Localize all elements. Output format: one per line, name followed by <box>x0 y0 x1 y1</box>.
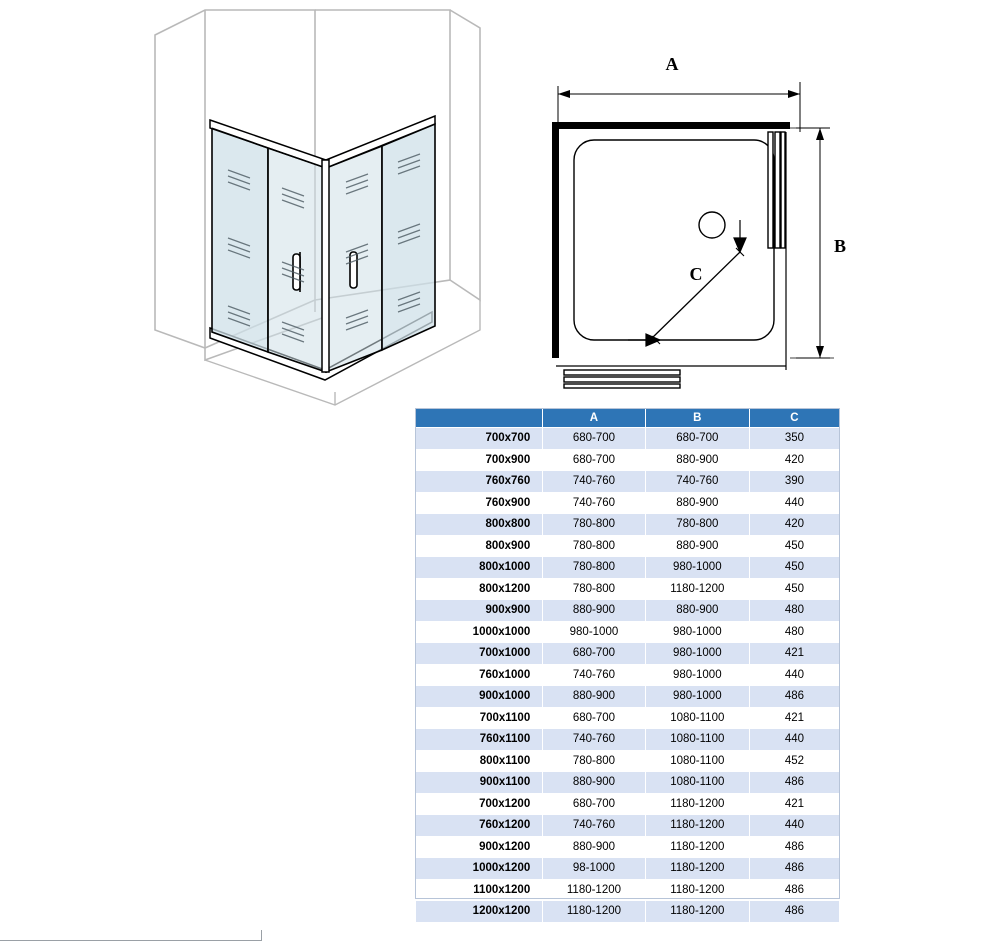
table-cell-size: 900x1200 <box>416 836 543 858</box>
table-cell-value: 1080-1100 <box>645 707 749 729</box>
table-cell-value: 780-800 <box>543 557 645 579</box>
table-cell-value: 880-900 <box>645 535 749 557</box>
table-cell-value: 680-700 <box>645 428 749 450</box>
table-cell-value: 880-900 <box>645 600 749 622</box>
table-cell-value: 1080-1100 <box>645 729 749 751</box>
table-cell-value: 880-900 <box>645 449 749 471</box>
table-row <box>416 471 840 493</box>
table-cell-size: 700x900 <box>416 449 543 471</box>
dimension-label-b: B <box>833 236 847 256</box>
table-cell-value: 421 <box>749 793 839 815</box>
table-cell-size: 760x760 <box>416 471 543 493</box>
table-cell-value: 486 <box>749 836 839 858</box>
table-cell-value: 486 <box>749 772 839 794</box>
table-cell-size: 900x1100 <box>416 772 543 794</box>
table-cell-value: 480 <box>749 621 839 643</box>
table-row <box>416 449 840 471</box>
table-cell-size: 800x1100 <box>416 750 543 772</box>
table-cell-value: 350 <box>749 428 839 450</box>
footer-rule-tick <box>261 930 262 941</box>
table-cell-value: 740-760 <box>645 471 749 493</box>
table-row <box>416 729 840 751</box>
table-cell-value: 880-900 <box>543 686 645 708</box>
table-row <box>416 600 840 622</box>
table-cell-value: 880-900 <box>543 772 645 794</box>
table-cell-value: 780-800 <box>543 535 645 557</box>
table-cell-size: 800x1000 <box>416 557 543 579</box>
table-row <box>416 858 840 880</box>
table-cell-value: 980-1000 <box>645 643 749 665</box>
table-cell-value: 421 <box>749 643 839 665</box>
table-cell-size: 1000x1000 <box>416 621 543 643</box>
footer-rule <box>0 940 262 941</box>
table-row <box>416 664 840 686</box>
table-cell-value: 1180-1200 <box>645 858 749 880</box>
table-cell-value: 450 <box>749 535 839 557</box>
table-cell-size: 900x900 <box>416 600 543 622</box>
table-cell-size: 1000x1200 <box>416 858 543 880</box>
table-cell-size: 760x1100 <box>416 729 543 751</box>
table-cell-value: 680-700 <box>543 707 645 729</box>
table-cell-value: 480 <box>749 600 839 622</box>
table-header-row <box>416 409 840 428</box>
table-cell-value: 1180-1200 <box>645 836 749 858</box>
table-cell-value: 980-1000 <box>645 664 749 686</box>
table-cell-value: 390 <box>749 471 839 493</box>
table-cell-value: 486 <box>749 686 839 708</box>
table-cell-value: 1180-1200 <box>645 879 749 901</box>
table-cell-value: 740-760 <box>543 664 645 686</box>
plan-view <box>500 40 860 400</box>
table-header-cell-b: B <box>645 409 749 428</box>
table-row <box>416 750 840 772</box>
table-header-cell-c: C <box>749 409 839 428</box>
table-cell-value: 780-800 <box>543 578 645 600</box>
table-row <box>416 514 840 536</box>
isometric-shower-enclosure-drawing <box>150 0 510 420</box>
table-cell-value: 1180-1200 <box>645 793 749 815</box>
table-row <box>416 815 840 837</box>
table-cell-value: 450 <box>749 557 839 579</box>
table-cell-value: 980-1000 <box>645 686 749 708</box>
table-row <box>416 686 840 708</box>
size-table <box>415 408 840 923</box>
table-cell-value: 980-1000 <box>645 621 749 643</box>
table-cell-size: 700x1000 <box>416 643 543 665</box>
table-cell-value: 680-700 <box>543 643 645 665</box>
table-cell-value: 1180-1200 <box>543 901 645 923</box>
table-row <box>416 428 840 450</box>
table-cell-value: 780-800 <box>543 514 645 536</box>
table-row <box>416 557 840 579</box>
table-cell-value: 1180-1200 <box>645 901 749 923</box>
table-cell-value: 1180-1200 <box>645 815 749 837</box>
table-cell-value: 486 <box>749 901 839 923</box>
table-row <box>416 772 840 794</box>
table-row <box>416 535 840 557</box>
table-cell-size: 800x900 <box>416 535 543 557</box>
table-row <box>416 707 840 729</box>
table-cell-value: 740-760 <box>543 471 645 493</box>
table-row <box>416 879 840 901</box>
table-cell-value: 880-900 <box>543 836 645 858</box>
table-cell-size: 760x1000 <box>416 664 543 686</box>
table-row <box>416 578 840 600</box>
table-header-cell-0 <box>416 409 543 428</box>
table-cell-value: 780-800 <box>543 750 645 772</box>
table-row <box>416 836 840 858</box>
table-cell-size: 760x1200 <box>416 815 543 837</box>
table-cell-value: 440 <box>749 492 839 514</box>
table-cell-value: 780-800 <box>645 514 749 536</box>
table-cell-value: 98-1000 <box>543 858 645 880</box>
table-cell-size: 700x700 <box>416 428 543 450</box>
table-cell-value: 486 <box>749 858 839 880</box>
table-cell-size: 900x1000 <box>416 686 543 708</box>
table-row <box>416 793 840 815</box>
table-row <box>416 901 840 923</box>
table-cell-size: 1100x1200 <box>416 879 543 901</box>
top-view-dimension-drawing <box>500 40 860 400</box>
table-cell-value: 680-700 <box>543 428 645 450</box>
table-cell-value: 1180-1200 <box>645 578 749 600</box>
table-cell-value: 680-700 <box>543 793 645 815</box>
table-cell-value: 880-900 <box>645 492 749 514</box>
table-cell-value: 440 <box>749 664 839 686</box>
dimension-label-c: C <box>689 264 703 284</box>
isometric-view <box>150 0 510 420</box>
table-row <box>416 643 840 665</box>
table-cell-value: 421 <box>749 707 839 729</box>
table-cell-value: 1080-1100 <box>645 772 749 794</box>
table-cell-value: 740-760 <box>543 729 645 751</box>
table-cell-value: 1080-1100 <box>645 750 749 772</box>
dimension-label-a: A <box>665 54 679 74</box>
table-cell-value: 420 <box>749 514 839 536</box>
table-cell-value: 980-1000 <box>645 557 749 579</box>
table-cell-value: 452 <box>749 750 839 772</box>
table-row <box>416 621 840 643</box>
table-cell-size: 800x1200 <box>416 578 543 600</box>
table-cell-size: 700x1200 <box>416 793 543 815</box>
table-cell-size: 1200x1200 <box>416 901 543 923</box>
table-cell-value: 740-760 <box>543 815 645 837</box>
table-cell-value: 740-760 <box>543 492 645 514</box>
table-cell-value: 450 <box>749 578 839 600</box>
table-cell-value: 1180-1200 <box>543 879 645 901</box>
table-cell-value: 486 <box>749 879 839 901</box>
table-cell-value: 980-1000 <box>543 621 645 643</box>
table-header-cell-a: A <box>543 409 645 428</box>
table-cell-size: 800x800 <box>416 514 543 536</box>
table-cell-value: 440 <box>749 729 839 751</box>
table-cell-value: 440 <box>749 815 839 837</box>
table-cell-size: 760x900 <box>416 492 543 514</box>
table-cell-value: 680-700 <box>543 449 645 471</box>
table-cell-size: 700x1100 <box>416 707 543 729</box>
table-body <box>416 428 840 923</box>
table-row <box>416 492 840 514</box>
table-cell-value: 420 <box>749 449 839 471</box>
table-cell-value: 880-900 <box>543 600 645 622</box>
